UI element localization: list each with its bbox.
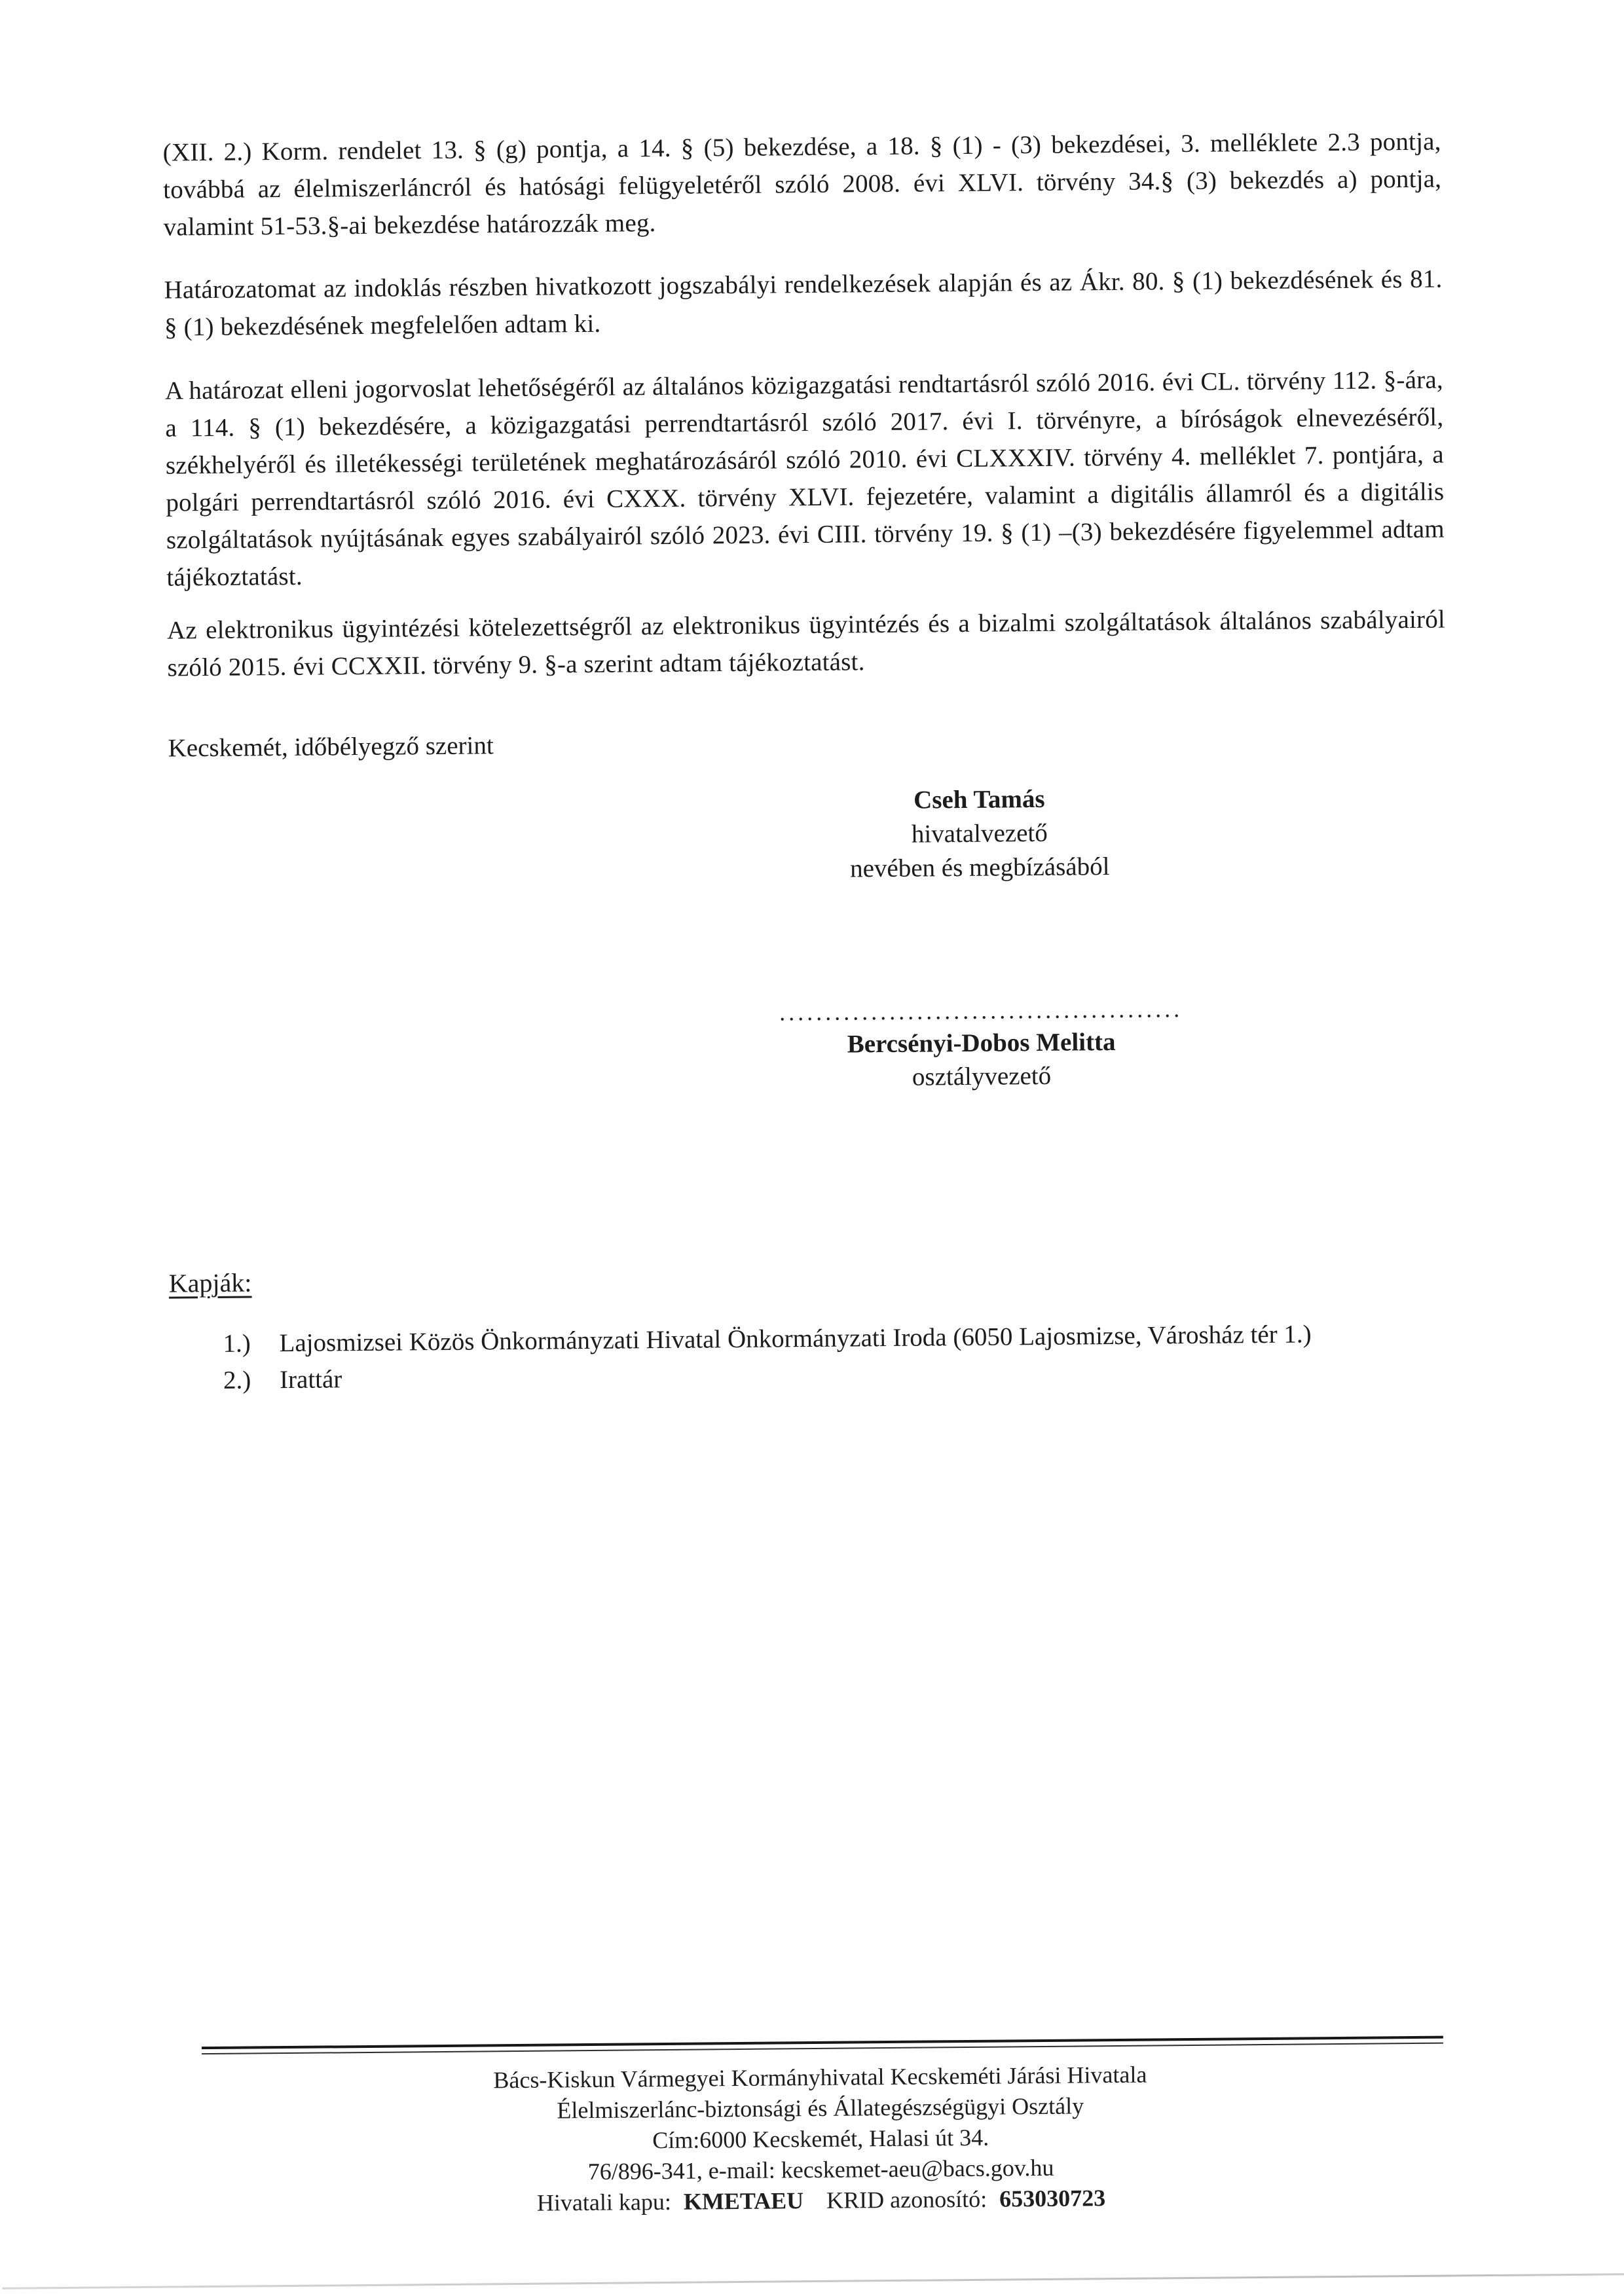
recipient-item: [223, 1364, 342, 1395]
gate-label: Hivatali kapu:: [536, 2188, 672, 2216]
legal-basis-paragraph: (XII. 2.) Korm. rendelet 13. § (g) pontja, a 14. § (5) bekezdése, a 18. § (1) - (3) bekezdései, 3. melléklete 2.3 pontja, továbbá az élelmiszerláncról és hatósági felügyeletéről szóló 2008. évi XLVI. törvény 34.§ (3) bekezdés a) pontja, valamint 51-53.§-ai bekezdése határozzák meg.: [162, 127, 1442, 242]
recipient-text: Lajosmizsei Közös Önkormányzati Hivatal Önkormányzati Iroda (6050 Lajosmizse, Városház tér 1.): [279, 1320, 1312, 1358]
electronic-administration-paragraph: Az elektronikus ügyintézési kötelezettségről az elektronikus ügyintézés és a bizalmi szolgáltatások általános szabályairól szóló 2015. évi CCXXII. törvény 9. §-a szerint adtam tájékoztatást.: [166, 605, 1446, 682]
gate-value: KMETAEU: [683, 2187, 804, 2215]
krid-value: 653030723: [999, 2185, 1106, 2212]
signer-primary-block: [684, 780, 1274, 888]
signature-dotted-line: ............................................: [779, 996, 1183, 1026]
signer-secondary-name: Bercsényi-Dobos Melitta: [847, 1027, 1116, 1059]
signer-secondary-title: osztályvezető: [912, 1061, 1052, 1091]
appeal-information-paragraph: A határozat elleni jogorvoslat lehetőségéről az általános közigazgatási rendtartásról szóló 2016. évi CL. törvény 112. §-ára, a 114. § (1) bekezdésére, a közigazgatási perrendtartásról szóló 2017. évi I. törvényre, a bíróságok elnevezéséről, székhelyéről és illetékességi területének meghatározásáról szóló 2010. évi CLXXXIV. törvény 4. melléklet 7. pontjára, a polgári perrendtartásról szóló 2016. évi CXXX. törvény XLVI. fejezetére, valamint a digitális államról és a digitális szolgáltatások nyújtásának egyes szabályairól szóló 2023. évi CIII. törvény 19. § (1) –(3) bekezdésére figyelemmel adtam tájékoztatást.: [164, 365, 1445, 592]
signer-secondary-block: [686, 993, 1276, 1096]
scan-artifact-line: [2, 2273, 1624, 2289]
recipient-text: Irattár: [279, 1365, 342, 1394]
footer-phone-email: 76/896-341, e-mail: kecskemet-aeu@bacs.gov.hu: [587, 2154, 1054, 2185]
footer-block: [165, 2056, 1476, 2221]
recipient-number: 2.): [223, 1366, 251, 1394]
signer-primary-note: nevében és megbízásából: [849, 852, 1110, 883]
footer-address: Cím:6000 Kecskemét, Halasi út 34.: [652, 2124, 989, 2154]
footer-office-name: Bács-Kiskun Vármegyei Kormányhivatal Kecskeméti Járási Hivatala: [493, 2061, 1147, 2094]
signer-primary-name: Cseh Tamás: [913, 784, 1045, 814]
footer-divider: [202, 2036, 1443, 2055]
krid-label: KRID azonosító:: [826, 2185, 987, 2214]
decision-issuance-paragraph: Határozatomat az indoklás részben hivatkozott jogszabályi rendelkezések alapján és az Ákr. 80. § (1) bekezdésének és 81. § (1) bekezdésének megfelelően adtam ki.: [164, 264, 1443, 342]
recipients-heading: Kapják:: [168, 1267, 252, 1298]
recipient-item: [223, 1319, 1311, 1358]
recipient-number: 1.): [223, 1329, 251, 1358]
signer-primary-title: hivatalvezető: [911, 818, 1048, 848]
dateline: Kecskemét, időbélyegző szerint: [168, 731, 494, 763]
footer-department-name: Élelmiszerlánc-biztonsági és Állategészségügyi Osztály: [557, 2092, 1084, 2124]
